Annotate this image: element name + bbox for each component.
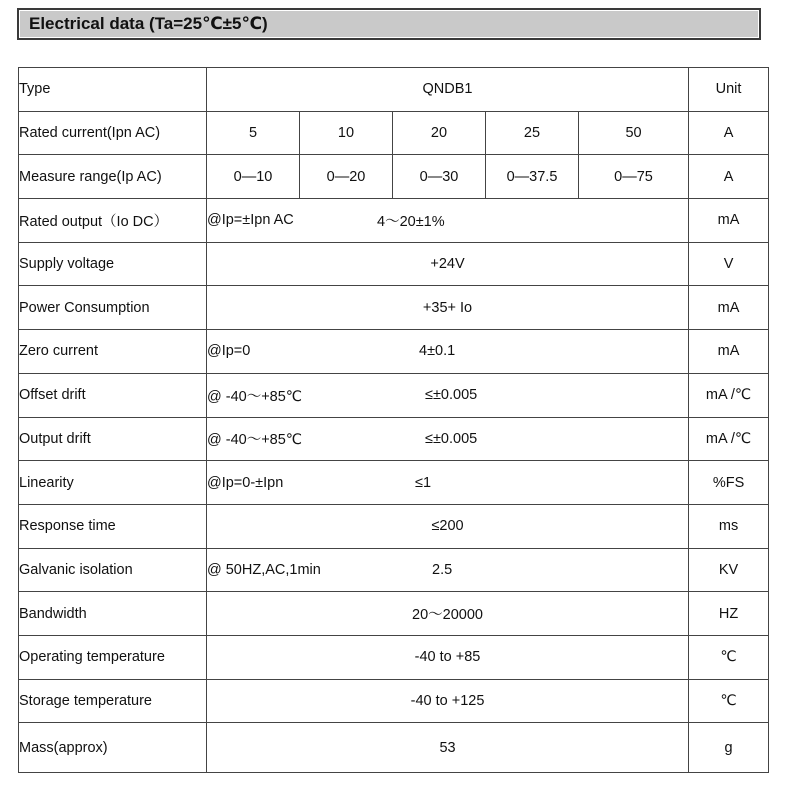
- rated-current-value: 5: [207, 111, 300, 155]
- measure-range-value: 0—30: [393, 155, 486, 199]
- condition-text: @ -40～+85℃: [207, 388, 303, 405]
- value-cell: ≤200: [207, 504, 689, 548]
- unit-cell: A: [689, 155, 769, 199]
- measure-range-value: 0—75: [579, 155, 689, 199]
- param-label: Linearity: [19, 461, 207, 505]
- table-row-bandwidth: [19, 592, 769, 636]
- table-row-zero-current: [19, 330, 769, 374]
- value-cell: [207, 330, 689, 374]
- measure-range-value: 0—10: [207, 155, 300, 199]
- table-row-supply-voltage: [19, 242, 769, 286]
- rated-current-value: 25: [486, 111, 579, 155]
- param-label: Power Consumption: [19, 286, 207, 330]
- unit-header: Unit: [689, 68, 769, 112]
- condition-text: @Ip=±Ipn AC: [207, 212, 294, 229]
- unit-cell: mA /℃: [689, 417, 769, 461]
- unit-cell: V: [689, 242, 769, 286]
- value-cell: -40 to +85: [207, 635, 689, 679]
- param-label: Storage temperature: [19, 679, 207, 723]
- value-cell: [207, 417, 689, 461]
- value-cell: [207, 548, 689, 592]
- table-row-storage-temperature: [19, 679, 769, 723]
- unit-cell: mA: [689, 286, 769, 330]
- electrical-data-table: [18, 67, 769, 773]
- model-name: QNDB1: [207, 68, 689, 112]
- unit-cell: mA: [689, 199, 769, 243]
- table-row-rated-current: [19, 111, 769, 155]
- param-label: Supply voltage: [19, 242, 207, 286]
- condition-text: @ 50HZ,AC,1min: [207, 561, 321, 578]
- table-row-output-drift: [19, 417, 769, 461]
- table-row-type: [19, 68, 769, 112]
- value-text: 4～20±1%: [377, 213, 445, 230]
- condition-text: @ -40～+85℃: [207, 432, 303, 449]
- table-row-galvanic-isolation: [19, 548, 769, 592]
- value-cell: [207, 373, 689, 417]
- table-row-measure-range: [19, 155, 769, 199]
- value-text: 2.5: [432, 561, 453, 578]
- value-text: ≤±0.005: [425, 387, 478, 404]
- value-cell: +24V: [207, 242, 689, 286]
- param-label: Type: [19, 68, 207, 112]
- param-label: Output drift: [19, 417, 207, 461]
- table-row-operating-temperature: [19, 635, 769, 679]
- unit-cell: g: [689, 723, 769, 773]
- table-row-mass: [19, 723, 769, 773]
- unit-cell: KV: [689, 548, 769, 592]
- param-label: Galvanic isolation: [19, 548, 207, 592]
- condition-text: @Ip=0: [207, 343, 251, 360]
- value-text: ≤1: [415, 474, 432, 491]
- unit-cell: %FS: [689, 461, 769, 505]
- param-label: Operating temperature: [19, 635, 207, 679]
- unit-cell: ℃: [689, 679, 769, 723]
- param-label: Bandwidth: [19, 592, 207, 636]
- value-cell: +35+ Io: [207, 286, 689, 330]
- param-label: Response time: [19, 504, 207, 548]
- value-text: 4±0.1: [419, 343, 456, 360]
- unit-cell: HZ: [689, 592, 769, 636]
- rated-current-value: 10: [300, 111, 393, 155]
- value-cell: 20～20000: [207, 592, 689, 636]
- value-cell: [207, 461, 689, 505]
- unit-cell: A: [689, 111, 769, 155]
- table-row-rated-output: [19, 199, 769, 243]
- table-row-linearity: [19, 461, 769, 505]
- measure-range-value: 0—20: [300, 155, 393, 199]
- measure-range-value: 0—37.5: [486, 155, 579, 199]
- value-cell: 53: [207, 723, 689, 773]
- section-title: Electrical data (Ta=25℃±5℃): [17, 8, 761, 40]
- condition-text: @Ip=0-±Ipn: [207, 474, 284, 491]
- rated-current-value: 50: [579, 111, 689, 155]
- table-row-power-consumption: [19, 286, 769, 330]
- unit-cell: mA /℃: [689, 373, 769, 417]
- param-label: Measure range(Ip AC): [19, 155, 207, 199]
- rated-current-value: 20: [393, 111, 486, 155]
- param-label: Offset drift: [19, 373, 207, 417]
- unit-cell: ms: [689, 504, 769, 548]
- unit-cell: ℃: [689, 635, 769, 679]
- param-label: Zero current: [19, 330, 207, 374]
- param-label: Mass(approx): [19, 723, 207, 773]
- value-text: ≤±0.005: [425, 430, 478, 447]
- value-cell: [207, 199, 689, 243]
- unit-cell: mA: [689, 330, 769, 374]
- table-row-response-time: [19, 504, 769, 548]
- param-label: Rated output（Io DC）: [19, 199, 207, 243]
- value-cell: -40 to +125: [207, 679, 689, 723]
- param-label: Rated current(Ipn AC): [19, 111, 207, 155]
- table-row-offset-drift: [19, 373, 769, 417]
